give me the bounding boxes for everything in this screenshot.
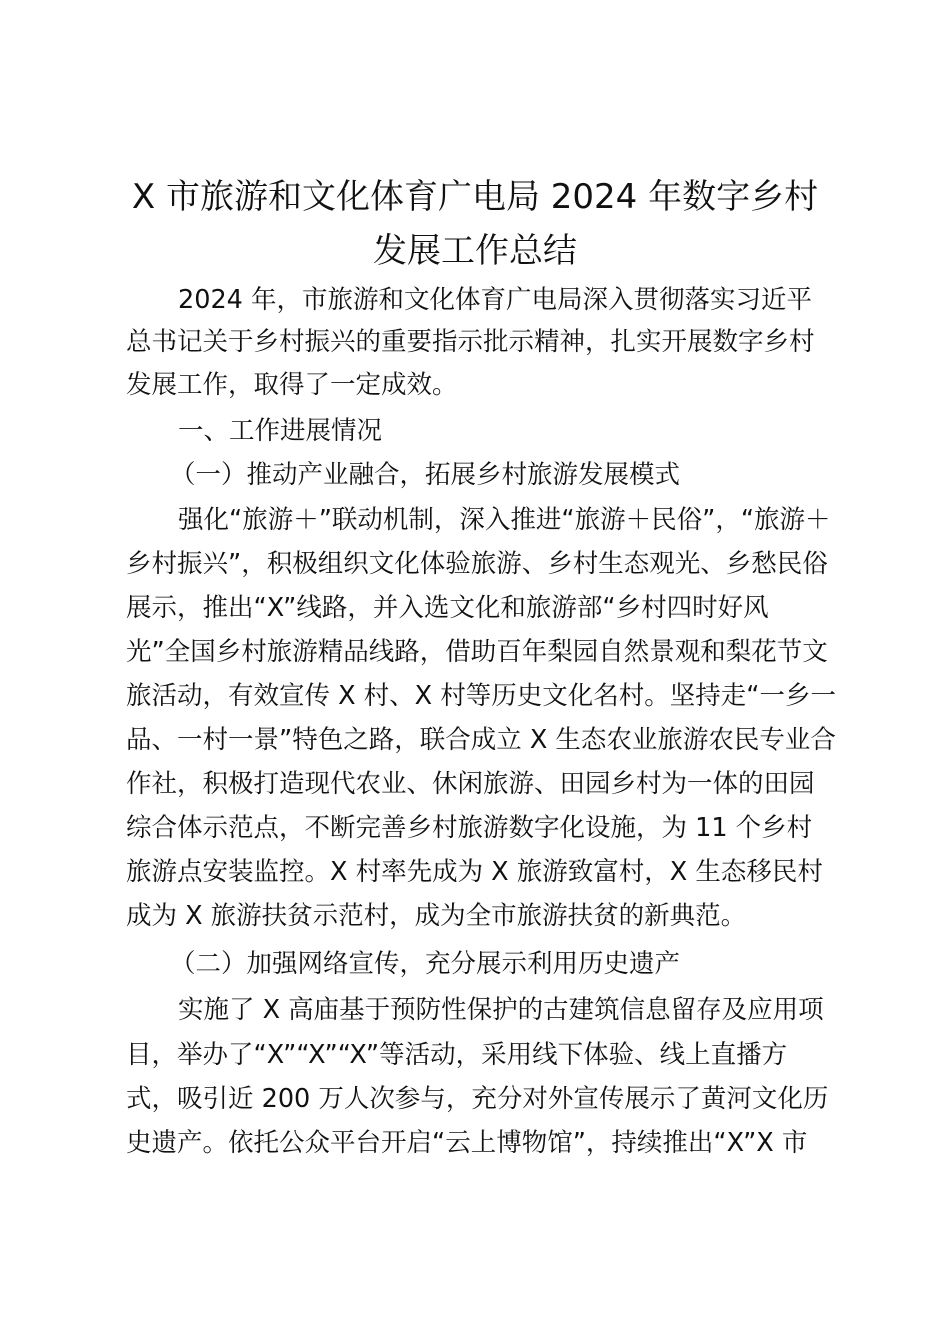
paragraph-line: 成为 X 旅游扶贫示范村，成为全市旅游扶贫的新典范。 bbox=[126, 901, 747, 931]
paragraph-line: 作社，积极打造现代农业、休闲旅游、田园乡村为一体的田园 bbox=[126, 769, 815, 799]
paragraph-line: 史遗产。依托公众平台开启“云上博物馆”，持续推出“X”X 市 bbox=[126, 1128, 808, 1158]
subsection-heading-1: （一）推动产业融合，拓展乡村旅游发展模式 bbox=[170, 460, 681, 490]
paragraph-line: 实施了 X 高庙基于预防性保护的古建筑信息留存及应用项 bbox=[178, 995, 824, 1025]
paragraph-line: 乡村振兴”，积极组织文化体验旅游、乡村生态观光、乡愁民俗 bbox=[126, 549, 828, 579]
paragraph-line: 强化“旅游＋”联动机制，深入推进“旅游＋民俗”，“旅游＋ bbox=[178, 505, 831, 535]
paragraph-line: 目，举办了“X”“X”“X”等活动，采用线下体验、线上直播方 bbox=[126, 1040, 788, 1070]
paragraph-intro-line: 发展工作，取得了一定成效。 bbox=[126, 370, 458, 400]
paragraph-intro-line: 总书记关于乡村振兴的重要指示批示精神，扎实开展数字乡村 bbox=[126, 327, 815, 357]
title-line-2: 发展工作总结 bbox=[373, 231, 577, 271]
section-heading-1: 一、工作进展情况 bbox=[178, 416, 383, 446]
paragraph-line: 式，吸引近 200 万人次参与，充分对外宣传展示了黄河文化历 bbox=[126, 1084, 829, 1114]
paragraph-line: 品、一村一景”特色之路，联合成立 X 生态农业旅游农民专业合 bbox=[126, 725, 836, 755]
paragraph-line: 旅活动，有效宣传 X 村、X 村等历史文化名村。坚持走“一乡一 bbox=[126, 681, 836, 711]
paragraph-line: 展示，推出“X”线路，并入选文化和旅游部“乡村四时好风 bbox=[126, 593, 769, 623]
document-title bbox=[110, 170, 840, 278]
subsection-heading-2: （二）加强网络宣传，充分展示利用历史遗产 bbox=[170, 949, 681, 979]
title-line-1: X 市旅游和文化体育广电局 2024 年数字乡村 bbox=[131, 177, 819, 217]
paragraph-line: 旅游点安装监控。X 村率先成为 X 旅游致富村，X 生态移民村 bbox=[126, 857, 823, 887]
paragraph-line: 综合体示范点，不断完善乡村旅游数字化设施，为 11 个乡村 bbox=[126, 813, 813, 843]
paragraph-intro-line: 2024 年，市旅游和文化体育广电局深入贯彻落实习近平 bbox=[178, 285, 813, 315]
paragraph-line: 光”全国乡村旅游精品线路，借助百年梨园自然景观和梨花节文 bbox=[126, 637, 828, 667]
